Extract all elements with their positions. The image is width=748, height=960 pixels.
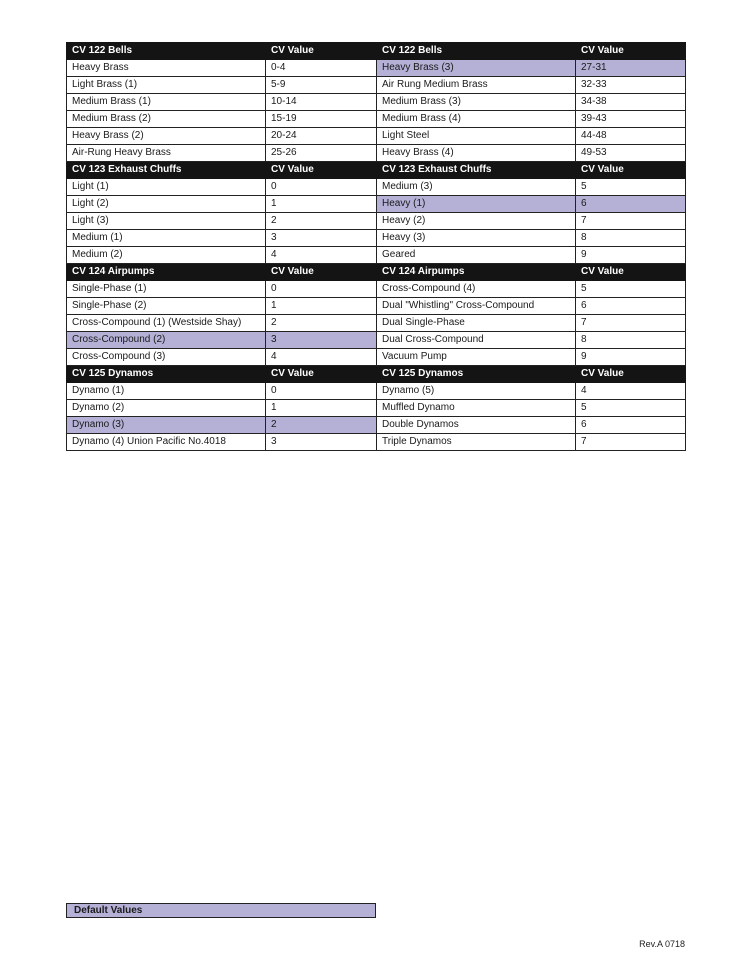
cv-value-cell: 49-53 xyxy=(576,145,686,162)
sound-name-cell: Light (1) xyxy=(67,179,266,196)
cv-value-cell: 4 xyxy=(266,349,377,366)
sound-name-cell: Heavy (1) xyxy=(377,196,576,213)
sound-name-cell: Medium (1) xyxy=(67,230,266,247)
section-title: CV 122 Bells xyxy=(377,43,576,60)
table-row xyxy=(67,128,686,145)
sound-name-cell: Dual Cross-Compound xyxy=(377,332,576,349)
section-header-row xyxy=(67,366,686,383)
cv-value-cell: 6 xyxy=(576,298,686,315)
section-title: CV 122 Bells xyxy=(67,43,266,60)
section-header-row xyxy=(67,162,686,179)
sound-name-cell: Dynamo (1) xyxy=(67,383,266,400)
cv-value-cell: 5 xyxy=(576,400,686,417)
section-title: CV 125 Dynamos xyxy=(67,366,266,383)
sound-name-cell: Medium Brass (1) xyxy=(67,94,266,111)
sound-name-cell: Heavy (3) xyxy=(377,230,576,247)
cv-value-cell: 5-9 xyxy=(266,77,377,94)
default-values-legend xyxy=(66,903,376,918)
sound-name-cell: Air-Rung Heavy Brass xyxy=(67,145,266,162)
table-row xyxy=(67,60,686,77)
table-row xyxy=(67,349,686,366)
cv-value-cell: 20-24 xyxy=(266,128,377,145)
sound-name-cell: Geared xyxy=(377,247,576,264)
cv-value-cell: 3 xyxy=(266,332,377,349)
sound-name-cell: Light Brass (1) xyxy=(67,77,266,94)
cv-table-body xyxy=(67,43,686,451)
table-row xyxy=(67,94,686,111)
sound-name-cell: Vacuum Pump xyxy=(377,349,576,366)
cv-value-cell: 32-33 xyxy=(576,77,686,94)
sound-name-cell: Medium (3) xyxy=(377,179,576,196)
section-header-row xyxy=(67,264,686,281)
table-row xyxy=(67,247,686,264)
sound-name-cell: Heavy Brass xyxy=(67,60,266,77)
section-title: CV 123 Exhaust Chuffs xyxy=(67,162,266,179)
table-row xyxy=(67,196,686,213)
section-title: CV 123 Exhaust Chuffs xyxy=(377,162,576,179)
sound-name-cell: Cross-Compound (4) xyxy=(377,281,576,298)
cv-value-cell: 3 xyxy=(266,434,377,451)
sound-name-cell: Cross-Compound (1) (Westside Shay) xyxy=(67,315,266,332)
table-row xyxy=(67,298,686,315)
cv-value-cell: 7 xyxy=(576,315,686,332)
cv-value-cell: 1 xyxy=(266,400,377,417)
sound-name-cell: Medium Brass (3) xyxy=(377,94,576,111)
sound-name-cell: Triple Dynamos xyxy=(377,434,576,451)
table-row xyxy=(67,332,686,349)
sound-name-cell: Dynamo (3) xyxy=(67,417,266,434)
sound-name-cell: Dynamo (5) xyxy=(377,383,576,400)
section-title: CV 124 Airpumps xyxy=(67,264,266,281)
section-header-row xyxy=(67,43,686,60)
table-row xyxy=(67,77,686,94)
sound-name-cell: Cross-Compound (2) xyxy=(67,332,266,349)
cv-values-table xyxy=(66,42,686,451)
table-row xyxy=(67,213,686,230)
cv-value-cell: 6 xyxy=(576,196,686,213)
cv-value-cell: 9 xyxy=(576,247,686,264)
revision-label: Rev.A 0718 xyxy=(639,939,685,949)
sound-name-cell: Single-Phase (1) xyxy=(67,281,266,298)
cv-value-cell: 2 xyxy=(266,417,377,434)
sound-name-cell: Light (3) xyxy=(67,213,266,230)
cv-value-header: CV Value xyxy=(266,264,377,281)
cv-value-header: CV Value xyxy=(266,43,377,60)
sound-name-cell: Light (2) xyxy=(67,196,266,213)
sound-name-cell: Medium Brass (4) xyxy=(377,111,576,128)
sound-name-cell: Light Steel xyxy=(377,128,576,145)
table-row xyxy=(67,383,686,400)
cv-value-cell: 0 xyxy=(266,281,377,298)
sound-name-cell: Double Dynamos xyxy=(377,417,576,434)
sound-name-cell: Dual Single-Phase xyxy=(377,315,576,332)
table-row xyxy=(67,434,686,451)
sound-name-cell: Dynamo (2) xyxy=(67,400,266,417)
sound-name-cell: Heavy Brass (3) xyxy=(377,60,576,77)
table-row xyxy=(67,230,686,247)
cv-value-cell: 4 xyxy=(576,383,686,400)
sound-name-cell: Heavy Brass (2) xyxy=(67,128,266,145)
cv-value-cell: 10-14 xyxy=(266,94,377,111)
cv-value-header: CV Value xyxy=(266,162,377,179)
cv-value-cell: 5 xyxy=(576,179,686,196)
cv-value-cell: 44-48 xyxy=(576,128,686,145)
sound-name-cell: Dynamo (4) Union Pacific No.4018 xyxy=(67,434,266,451)
cv-value-cell: 4 xyxy=(266,247,377,264)
sound-name-cell: Medium Brass (2) xyxy=(67,111,266,128)
sound-name-cell: Air Rung Medium Brass xyxy=(377,77,576,94)
table-row xyxy=(67,145,686,162)
section-title: CV 124 Airpumps xyxy=(377,264,576,281)
table-row xyxy=(67,179,686,196)
sound-name-cell: Dual "Whistling" Cross-Compound xyxy=(377,298,576,315)
cv-value-cell: 6 xyxy=(576,417,686,434)
table-row xyxy=(67,400,686,417)
sound-name-cell: Muffled Dynamo xyxy=(377,400,576,417)
cv-value-cell: 39-43 xyxy=(576,111,686,128)
cv-value-cell: 7 xyxy=(576,213,686,230)
table-row xyxy=(67,315,686,332)
cv-value-cell: 27-31 xyxy=(576,60,686,77)
cv-value-header: CV Value xyxy=(266,366,377,383)
cv-value-cell: 25-26 xyxy=(266,145,377,162)
cv-value-cell: 0-4 xyxy=(266,60,377,77)
cv-value-cell: 1 xyxy=(266,196,377,213)
section-title: CV 125 Dynamos xyxy=(377,366,576,383)
cv-value-header: CV Value xyxy=(576,162,686,179)
cv-value-cell: 7 xyxy=(576,434,686,451)
cv-value-header: CV Value xyxy=(576,366,686,383)
cv-value-cell: 9 xyxy=(576,349,686,366)
cv-value-cell: 0 xyxy=(266,383,377,400)
sound-name-cell: Medium (2) xyxy=(67,247,266,264)
cv-value-cell: 2 xyxy=(266,213,377,230)
sound-name-cell: Single-Phase (2) xyxy=(67,298,266,315)
table-row xyxy=(67,111,686,128)
cv-value-cell: 1 xyxy=(266,298,377,315)
cv-value-cell: 8 xyxy=(576,332,686,349)
cv-value-cell: 34-38 xyxy=(576,94,686,111)
sound-name-cell: Heavy (2) xyxy=(377,213,576,230)
sound-name-cell: Cross-Compound (3) xyxy=(67,349,266,366)
cv-value-header: CV Value xyxy=(576,264,686,281)
cv-value-cell: 8 xyxy=(576,230,686,247)
cv-value-cell: 2 xyxy=(266,315,377,332)
cv-value-cell: 3 xyxy=(266,230,377,247)
cv-value-header: CV Value xyxy=(576,43,686,60)
legend-label: Default Values xyxy=(74,905,143,916)
table-row xyxy=(67,417,686,434)
cv-value-cell: 5 xyxy=(576,281,686,298)
cv-value-cell: 15-19 xyxy=(266,111,377,128)
table-row xyxy=(67,281,686,298)
sound-name-cell: Heavy Brass (4) xyxy=(377,145,576,162)
cv-value-cell: 0 xyxy=(266,179,377,196)
